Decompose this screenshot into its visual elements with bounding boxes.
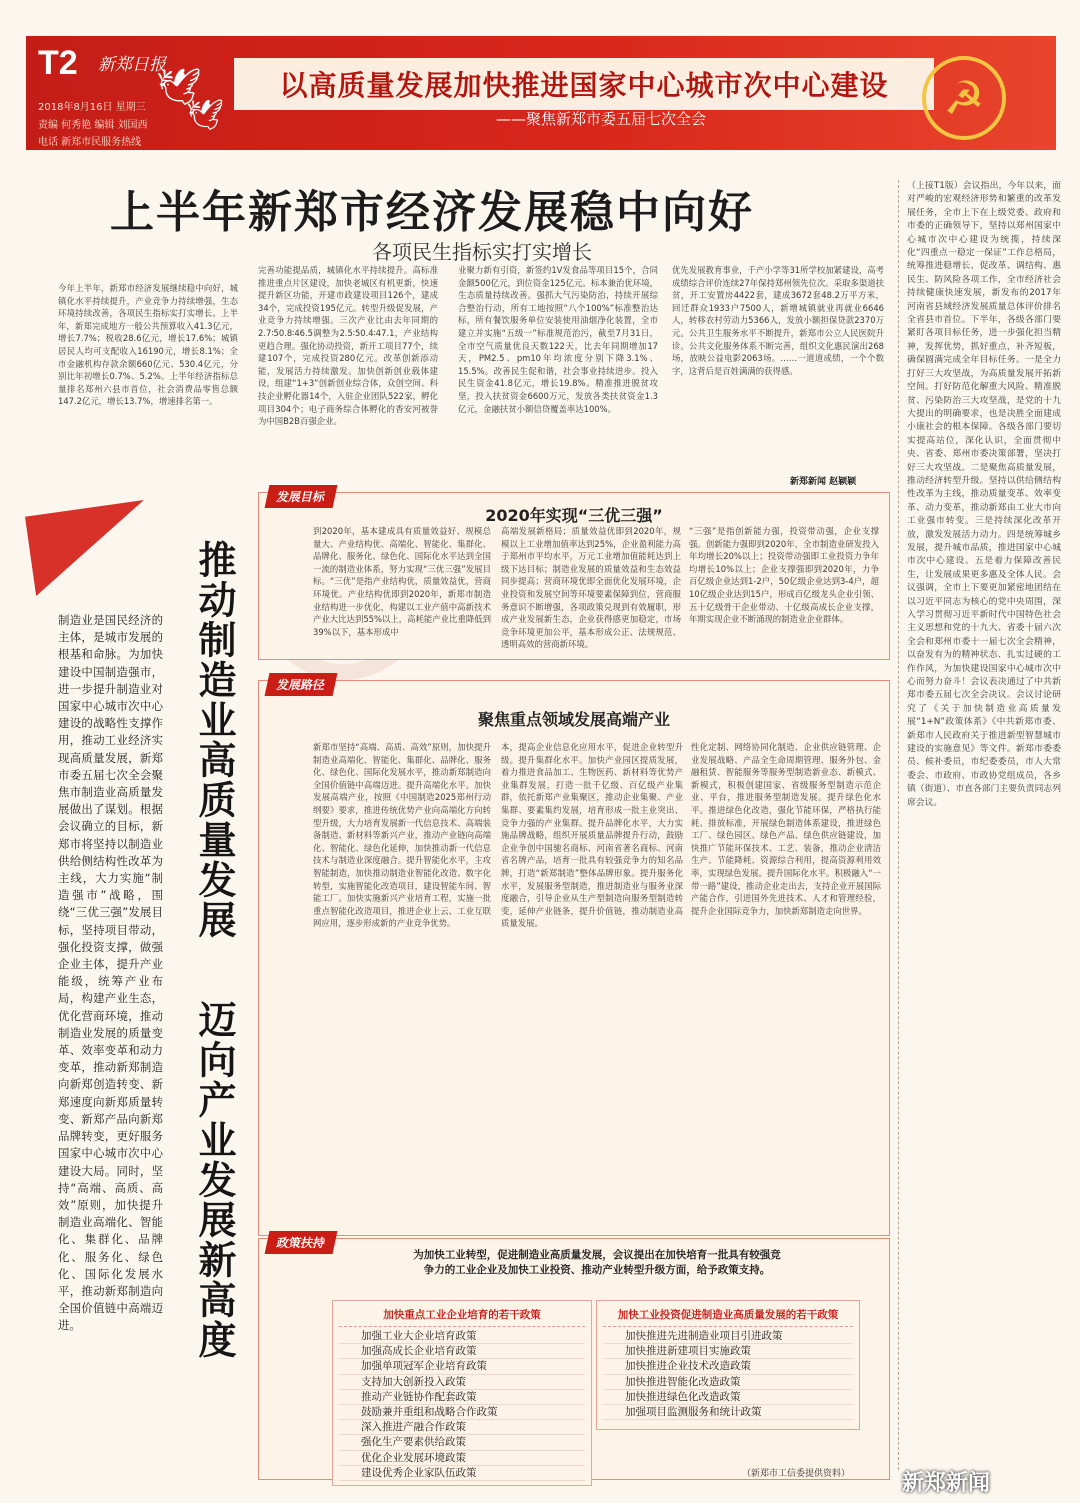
right-column-text: （上接T1版）会议指出，今年以来，面对严峻的宏观经济形势和繁重的改革发展任务，全市上下在上级党委、政府和市委的正确领导下，坚持以郑州国家中心城市次中心建设为统揽，持续深化“四重点一稳定一保证”工作总格局，统筹推进稳增长、促改革、调结构、惠民生、防风险各项工作，全市经济社会持续健康快速发展，新发布的2017年河南省县域经济发展质量总体评价排名全省县市首位。下半年，各级各部门要紧盯各项目标任务，进一步强化担当精神，发挥优势，抓好重点，补齐短板，确保圆满完成全年目标任务。一是全力打好三大攻坚战，为高质量发展开拓新空间。打好防范化解重大风险、精准脱贫、污染防治三大攻坚战，是党的十九大提出的明确要求，也是决胜全面建成小康社会的根本保障。各级各部门要切实提高站位，深化认识，全面贯彻中央、省委、郑州市委决策部署，坚决打好三大攻坚战。二是聚焦高质量发展，推动经济转型升级。坚持以供给侧结构性改革为主线，推动质量变革、效率变革、动力变革，推动新郑由工业大市向工业强市转变。三是持续深化改革开放，激发发展活力动力。四是统筹城乡发展，提升城市品质，推进国家中心城市次中心建设。五是着力保障改善民生，让发展成果更多惠及全体人民。会议强调，全市上下要更加紧密地团结在以习近平同志为核心的党中央周围，深入学习贯彻习近平新时代中国特色社会主义思想和党的十九大、省委十届六次全会和郑州市委十一届七次全会精神，以奋发有为的精神状态、扎实过硬的工作作风，为加快建设国家中心城市次中心而努力奋斗！会议表决通过了中共新郑市委五届七次全会决议。会议讨论研究了《关于加快制造业高质量发展“1+N”政策体系》《中共新郑市委、新郑市人民政府关于推进新型智慧城市建设的实施意见》等文件。新郑市委委员、候补委员，市纪委委员，市人大常委会、市政府、市政协党组成员，各乡镇（街道）、市直各部门主要负责同志列席会议。 [907, 181, 1061, 808]
masthead-title: 以高质量发展加快推进国家中心城市次中心建设 [234, 58, 934, 110]
section-column: 新郑市坚持“高端、高质、高效”原则，加快提升制造业高端化、智能化、集群化、品牌化、服务化、绿色化、国际化发展水平，推动新郑制造向全国价值链中高端迈进。提升高端化水平。加快发展高端产业，按照《中国制造2025郑州行动纲要》要求，推进传统优势产业向高端化方向转型升级，大力培育发展新一代信息技术、高端装备制造、新材料等新兴产业，推动产业链向高端化、智能化、绿色化延伸，加快推动新一代信息技术与制造业深度融合。提升智能化水平，主攻智能制造，加快推动制造业智能化改造、数字化转型，实施智能化改造项目，建设智能车间、智能工厂。加快实施新兴产业培育工程，实施一批重点智能化改造项目，推进企业上云、工业互联网应用，逐步形成新的产业竞争优势。 [313, 742, 491, 929]
policy-item: 加强单项冠军企业培育政策 [339, 1359, 585, 1374]
feature-vertical-title: 迈向产业发展新高度 [192, 1000, 237, 1360]
policy-item: 加快推进先进制造业项目引进政策 [603, 1329, 853, 1344]
feature-intro: 制造业是国民经济的主体，是城市发展的根基和命脉。为加快建设中国制造强市，进一步提升制造业对国家中心城市次中心建设的战略性支撑作用，推动工业经济实现高质量发展，新郑市委五届七次全会聚焦市制造业高质量发展做出了谋划。根据会议确立的目标，新郑市将坚持以制造业供给侧结构性改革为主线，大力实施“制造强市”战略，围绕“三优三强”发展目标，坚持项目带动，强化投资支撑，做强企业主体，提升产业能级，统筹产业布局，构建产业生态，优化营商环境，推动制造业发展的质量变革、效率变革和动力变革，推动新郑制造向新郑创造转变、新郑速度向新郑质量转变、新郑产品向新郑品牌转变，更好服务国家中心城市次中心建设大局。同时，坚持“高端、高质、高效”原则，加快提升制造业高端化、智能化、集群化、品牌化、服务化、绿色化、国际化发展水平，推动新郑制造向全国价值链中高端迈进。 [58, 613, 163, 1333]
source-note: （新郑市工信委提供资料） [742, 1469, 851, 1479]
policy-item: 加快推进智能化改造政策 [603, 1375, 853, 1390]
policy-item: 加强高成长企业培育政策 [339, 1344, 585, 1359]
policy-intro: 为加快工业转型，促进制造业高质量发展，会议提出在加快培育一批具有较强竞争力的工业企业及加快工业投资、推动产业转型升级方面，给予政策支持。 [413, 1249, 781, 1276]
right-column [898, 180, 1060, 1470]
policy-item: 鼓励兼并重组和战略合作政策 [339, 1405, 585, 1420]
policy-item: 深入推进产融合作政策 [339, 1420, 585, 1435]
policy-item: 强化生产要素供给政策 [339, 1435, 585, 1450]
policy-item: 加快推进新建项目实施政策 [603, 1344, 853, 1359]
section-column: 本，提高企业信息化应用水平，促进企业转型升级。提升集群化水平。加快产业园区提质发展，着力推进食品加工、生物医药、新材料等优势产业集群发展，打造一批千亿级、百亿级产业集群，依托新郑产业集聚区，推动企业集聚、产业集群、要素集约发展，培育形成一批主业突出、竞争力强的产业集群。提升品牌化水平，大力实施品牌战略，组织开展质量品牌提升行动，鼓励企业争创中国驰名商标、河南省著名商标、河南省名牌产品，培育一批具有较强竞争力的知名品牌，打造“新郑制造”整体品牌形象。提升服务化水平，发展服务型制造，推进制造业与服务业深度融合，引导企业从生产型制造向服务型制造转变，延伸产业链条，提升价值链，推动制造业高质量发展。 [501, 742, 683, 929]
feature-vertical-title: 推动制造业高质量发展 [192, 540, 237, 940]
policy-item: 支持加大创新投入政策 [339, 1375, 585, 1390]
paper-name: 新郑日报 [98, 55, 166, 75]
dove-icon: 🕊 [186, 98, 225, 133]
policy-item: 加强工业大企业培育政策 [339, 1329, 585, 1344]
section-path [258, 680, 890, 1236]
red-flag-decoration [25, 500, 155, 596]
subheadline: 各项民生指标实打实增长 [372, 240, 592, 264]
policy-item: 加快推进绿色化改造政策 [603, 1390, 853, 1405]
policy-box-right [596, 1300, 860, 1430]
contact-line: 电话 新郑市民服务热线 [38, 137, 142, 148]
dove-icon: 🕊 [156, 67, 202, 108]
watermark-logo: 新郑新闻 [902, 1471, 991, 1496]
policy-item: 建设优秀企业家队伍政策 [339, 1466, 585, 1481]
article-column: 业聚力新有引资，新签约1V发食品等项目15个，合同金额500亿元，到位资金125亿元。标本兼治优环境，生态质量持续改善。强抓大气污染防治，持续开展综合整治行动，所有工地按照“八个100%”标准整治达标，所有餐饮服务单位安装使用油烟净化装置，全市建立并实施“五级一”标准规范治污，截至7月31日，全市空气质量优良天数122天，比去年同期增加17天，PM2.5、pm10年均浓度分别下降3.1%、15.5%。改善民生促和谐，社会事业持续进步。投入民生资金41.8亿元，增长19.8%。精准推进脱贫攻坚，投入扶贫资金6600万元，发放各类扶贫资金1.3亿元，金融扶贫小额信贷覆盖率达100%。 [458, 265, 658, 414]
masthead-banner [26, 36, 1056, 150]
date-line: 2018年8月16日 星期三 [38, 102, 146, 113]
section-tag: 发展路径 [265, 673, 338, 696]
section-column: 到2020年，基本建成具有质量效益好、规模总量大、产业结构优、高端化、智能化、集群化、品牌化、服务化、绿色化、国际化水平达到全国一流的制造业体系，努力实现“三优三强”发展目标。“三优”是指产业结构优，质量效益优，营商环境优。产业结构优即到2020年，新郑市制造业结构进一步优化，构建以工业产值中高新技术产业大比达到55%以上，高耗能产业比重降低到39%以下，基本形成中 [313, 526, 491, 637]
byline: 新郑新闻 赵颖颖 [790, 477, 857, 487]
policy-box-title: 加快重点工业企业培育的若干政策 [339, 1305, 585, 1327]
article-column: 完善功能提品质，城镇化水平持续提升。高标准推进重点片区建设，加快老城区有机更新，快速提升新区功能，开建市政建设项目126个，建成34个，完成投资195亿元。转型升级促发展，产业竞争力持续增强。三次产业比由去年同期的2.7∶50.8∶46.5调整为2.5∶50.4∶47.1，产业结构更趋合理。强化协动投资，新开工项目77个，续建107个，完成投资280亿元。改革创新添动能，发展活力持续激发。加快创新创业载体建设，组建“1+3”创新创业综合体，众创空间、科技企业孵化器14个，入驻企业团队522家，孵化项目304个；电子商务综合体孵化的香安河被誉为中国B2B百强企业。 [258, 265, 438, 427]
policy-item: 加强项目监测服务和统计政策 [603, 1405, 853, 1420]
section-column: 高端发展新格局；质量效益优即到2020年，规模以上工业增加值率达到25%，企业盈利能力高于郑州市平均水平，万元工业增加值能耗达到上级下达目标；制造业发展的质量效益和生态效益同步提高；营商环境优即全面优化发展环境，企业投资和发展空间等环境要素保障到位，营商服务意识不断增强，各项政策兑现到有效履职，形成产业发展新生态，企业获得感更加稳定，市场竞争环境更加公平，基本形成公正、法规规范、透明高效的营商新环境。 [501, 526, 681, 650]
section-title: 聚焦重点领域发展高端产业 [477, 710, 670, 729]
section-tag: 政策扶持 [265, 1231, 338, 1254]
policy-box-left [332, 1300, 592, 1486]
page-number: T2 [38, 44, 78, 82]
article-column: 今年上半年，新郑市经济发展继续稳中向好，城镇化水平持续提升，产业竞争力持续增强，生态环境持续改善，各项民生指标实打实增长。上半年，新郑完成地方一般公共预算收入41.3亿元，增长7.7%；税收28.6亿元，增长17.6%；城镇居民人均可支配收入16190元，增长8.1%；全市金融机构存款余额660亿元、530.4亿元，分别比年初增长0.7%、5.2%。上半年经济指标总量排名郑州六县市首位，社会消费品零售总额147.2亿元，增长13.7%，增速排名第一。 [58, 283, 238, 407]
editors-line: 责编 何秀艳 编辑 刘国西 [38, 120, 148, 131]
article-column: 优先发展教育事业，千产小学等31所学校加紧建设，高考成绩综合评价连续27年保持郑州领先位次。采取多渠道扶贫，开工安置房4422套，建成3672套48.2万平方米，回迁群众1933户7500人，新增城镇就业再就业6646人，转移农村劳动力5366人，发放小额担保贷款2370万元。公共卫生服务水平不断提升，新郑市公立人民医院升诊。公共文化服务体系不断完善，组织文化惠民演出268场，放映公益电影2063场。……一道道成绩，一个个数字，这背后是百姓满满的获得感。 [672, 265, 884, 376]
party-emblem-icon: ☭ [922, 56, 1006, 140]
policy-item: 优化企业发展环境政策 [339, 1451, 585, 1466]
section-goal [258, 492, 890, 660]
section-tag: 发展目标 [265, 485, 338, 508]
section-column: 性化定制、网络协同化制造、企业供应链管理、企业发展战略、产品全生命周期管理、服务外包、金融租赁、智能服务等服务型制造新业态、新模式、新模式，积极创建国家、省级服务型制造示范企业、平台，推进服务型制造发展。提升绿色化水平。推进绿色化改造，强化节能环保，严格执行能耗、排放标准，开展绿色制造体系建设，推进绿色工厂、绿色园区、绿色产品、绿色供应链建设，加快推广节能环保技术、工艺、装备，推动企业清洁生产、节能降耗、资源综合利用，提高资源利用效率，实现绿色发展。提升国际化水平。积极融入“一带一路”建设，推动企业走出去，支持企业开展国际产能合作，引进国外先进技术、人才和管理经验，提升企业国际竞争力，加快新郑制造走向世界。 [691, 742, 881, 916]
policy-box-title: 加快工业投资促进制造业高质量发展的若干政策 [603, 1305, 853, 1327]
section-column: “三强”是指创新能力强，投资带动强，企业支撑强。创新能力强即到2020年，全市制造业研发投入年均增长20%以上；投资带动强即工业投资力争年均增长10%以上；企业支撑强即到2020年，力争百亿级企业达到1-2户，50亿级企业达到3-4户，超10亿级企业达到15户，形成百亿级龙头企业引领、五十亿级骨干企业带动、十亿级高成长企业支撑，年期实现企业不断涌现的制造业企业群体。 [689, 526, 879, 625]
policy-item: 加快推进企业技术改造政策 [603, 1359, 853, 1374]
policy-item: 推动产业链协作配套政策 [339, 1390, 585, 1405]
masthead-subtitle: ——聚焦新郑市委五届七次全会 [496, 110, 707, 128]
headline: 上半年新郑市经济发展稳中向好 [110, 187, 754, 238]
section-title: 2020年实现“三优三强” [485, 506, 663, 525]
